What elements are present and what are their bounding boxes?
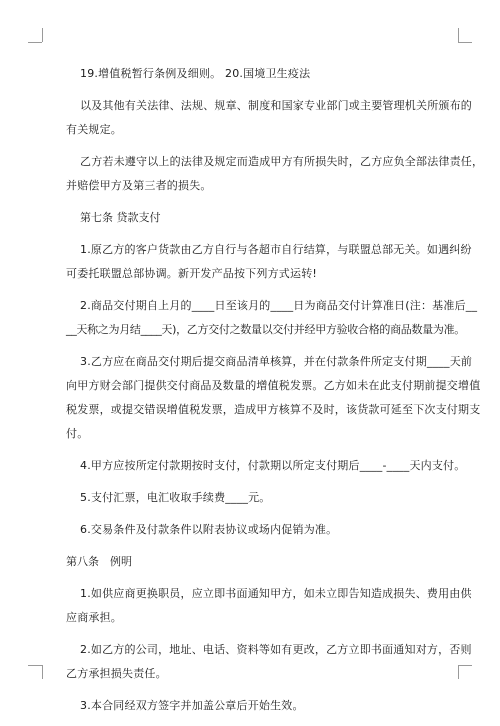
crop-mark-bottom-left-v — [42, 665, 43, 679]
text-line: 以及其他有关法律、法规、规章、制度和国家专业部门或主要管理机关所颁布的 — [80, 99, 472, 112]
crop-mark-top-right-h — [458, 42, 472, 43]
crop-mark-top-right-v — [458, 28, 459, 42]
payment-clause-6 — [80, 518, 440, 542]
heading-text: 第八条 例明 — [66, 555, 132, 568]
heading-text: 第七条 贷款支付 — [80, 211, 161, 224]
laws-paragraph — [66, 94, 472, 142]
text-line: 2.商品交付期自上月的____日至该月的____日为商品交付计算准日(注：基准后__ — [80, 299, 478, 312]
text-line: 6.交易条件及付款条件以附表协议或场内促销为准。 — [80, 523, 338, 536]
text-line: 2.如乙方的公司，地址、电话、资料等如有更改，乙方立即书面通知对方，否则 — [80, 643, 472, 656]
section-heading-article-8 — [66, 550, 440, 574]
payment-clause-5 — [80, 486, 440, 510]
text-line: 付。 — [66, 427, 89, 440]
text-line: 可委托联盟总部协调。新开发产品按下列方式运转! — [66, 267, 318, 280]
text-line: 乙方承担损失责任。 — [66, 667, 167, 680]
document-body — [66, 62, 484, 726]
text-line: 向甲方财会部门提供交付商品及数量的增值税发票。乙方如未在此支付期前提交增值 — [66, 379, 481, 392]
notes-clause-1 — [66, 582, 472, 630]
crop-mark-bottom-right-v — [458, 665, 459, 679]
text-line: 4.甲方应按所定付款期按时支付，付款期以所定支付期后____-____天内支付。 — [80, 459, 466, 472]
text-line: __天称之为月结____天)，乙方交付之数量以交付并经甲方验收合格的商品数量为准。 — [66, 323, 465, 336]
text-line: 并赔偿甲方及第三者的损失。 — [66, 179, 212, 192]
text-line: 1.原乙方的客户货款由乙方自行与各超市自行结算，与联盟总部无关。如遇纠纷 — [80, 243, 472, 256]
section-heading-article-7 — [80, 206, 440, 230]
text-line: 应商承担。 — [66, 611, 122, 624]
text-line: 19.增值税暂行条例及细则。 20.国境卫生疫法 — [80, 67, 311, 80]
liability-paragraph — [66, 150, 484, 198]
notes-clause-2 — [66, 638, 472, 686]
payment-clause-3 — [66, 350, 481, 446]
text-line: 乙方若未遵守以上的法律及规定而造成甲方有所损失时，乙方应负全部法律责任， — [80, 155, 484, 168]
text-line: 税发票，或提交错误增值税发票，造成甲方核算不及时，该货款可延至下次支付期支 — [66, 403, 481, 416]
clause-19-20 — [80, 62, 440, 86]
text-line: 有关规定。 — [66, 123, 122, 136]
crop-mark-bottom-right-h — [458, 665, 472, 666]
crop-mark-top-left-v — [42, 28, 43, 42]
text-line: 3.本合同经双方签字并加盖公章后开始生效。 — [80, 699, 304, 712]
text-line: 5.支付汇票，电汇收取手续费____元。 — [80, 491, 271, 504]
text-line: 3.乙方应在商品交付期后提交商品清单核算，并在付款条件所定支付期____天前 — [80, 355, 473, 368]
crop-mark-bottom-left-h — [28, 665, 42, 666]
text-line: 1.如供应商更换职员，应立即书面通知甲方，如未立即告知造成损失、费用由供 — [80, 587, 472, 600]
payment-clause-1 — [66, 238, 472, 286]
payment-clause-2 — [66, 294, 478, 342]
payment-clause-4 — [80, 454, 466, 478]
crop-mark-top-left-h — [28, 42, 42, 43]
notes-clause-3 — [80, 694, 440, 718]
